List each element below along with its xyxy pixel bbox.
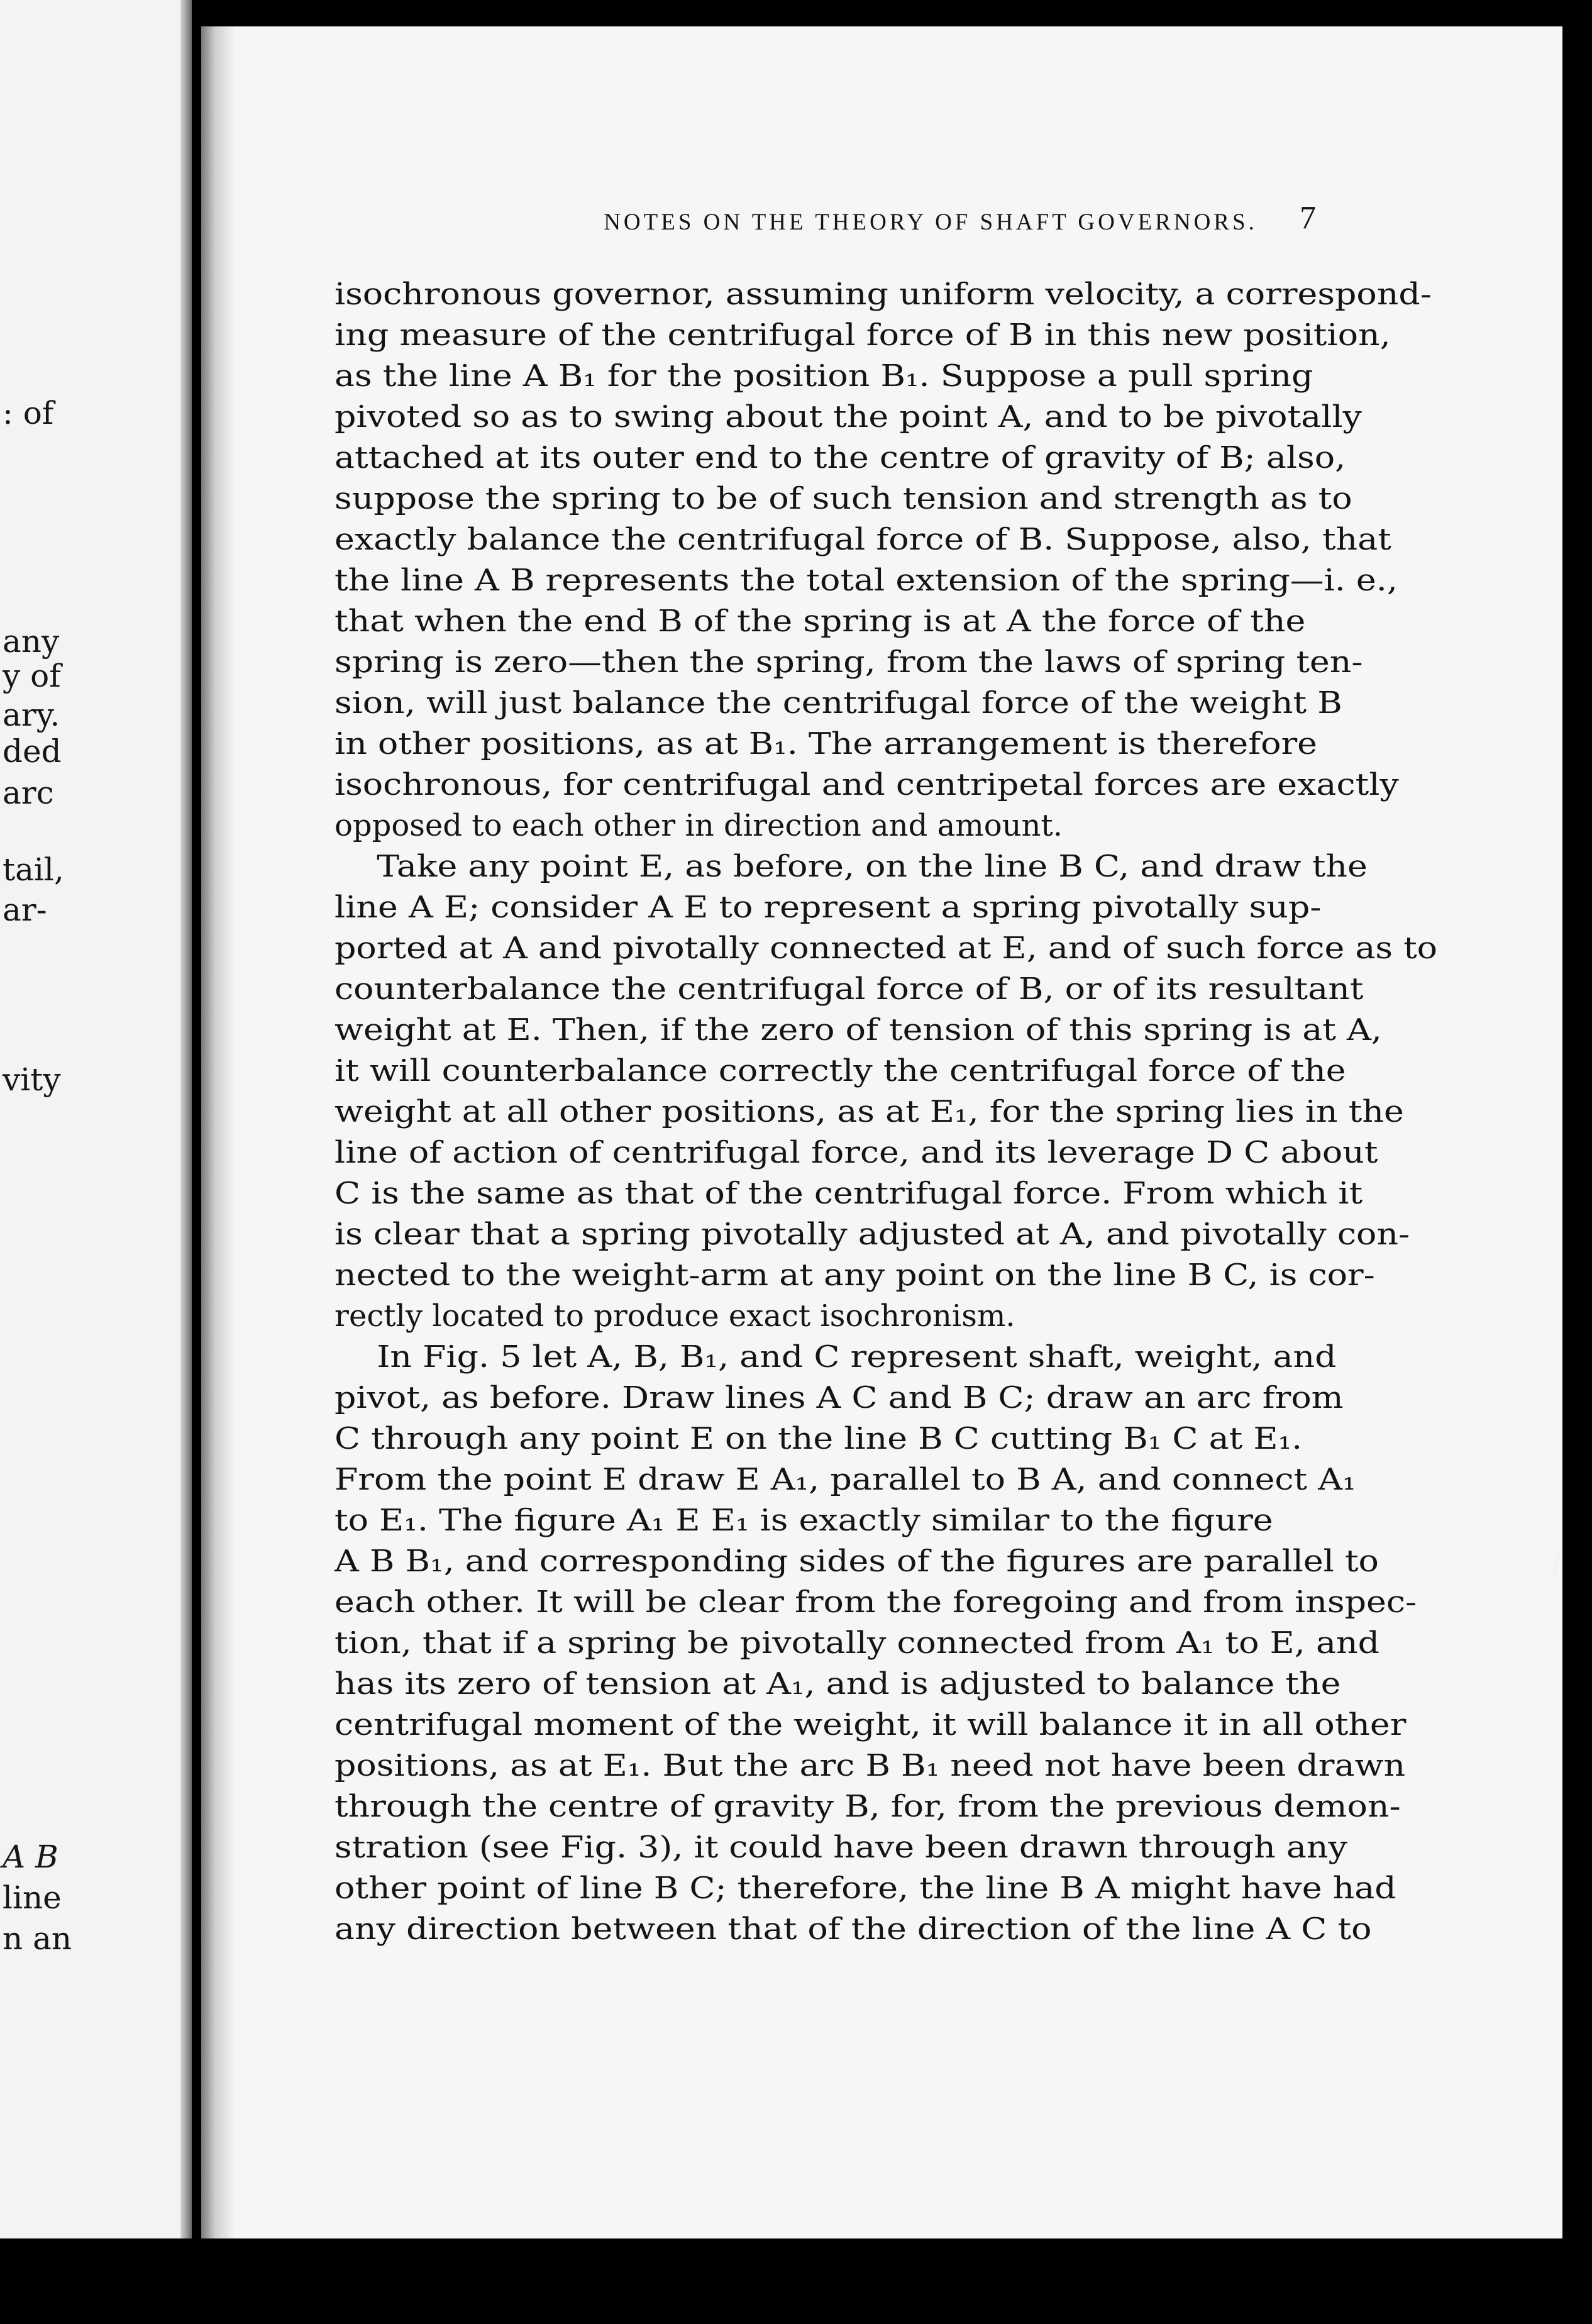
left-page-fragment: y of bbox=[3, 658, 61, 694]
text-line: Take any point E, as before, on the line B C, and draw the bbox=[377, 849, 1368, 884]
text-line: exactly balance the centrifugal force of B. Suppose, also, that bbox=[334, 522, 1391, 557]
text-line: in other positions, as at B₁. The arrangement is therefore bbox=[334, 726, 1317, 761]
text-line: stration (see Fig. 3), it could have been drawn through any bbox=[334, 1830, 1347, 1865]
scan-bottom-edge bbox=[0, 2238, 1592, 2324]
text-line: pivoted so as to swing about the point A, and to be pivotally bbox=[334, 399, 1362, 434]
text-line: C through any point E on the line B C cutting B₁ C at E₁. bbox=[334, 1421, 1303, 1456]
left-page-fragment: ary. bbox=[3, 697, 60, 733]
text-line: as the line A B₁ for the position B₁. Suppose a pull spring bbox=[334, 358, 1313, 394]
text-line: spring is zero—then the spring, from the laws of spring ten- bbox=[334, 645, 1363, 680]
text-line: ported at A and pivotally connected at E, and of such force as to bbox=[334, 931, 1438, 966]
text-line: the line A B represents the total extension of the spring—i. e., bbox=[334, 563, 1398, 598]
text-line: isochronous, for centrifugal and centripetal forces are exactly bbox=[334, 767, 1399, 802]
left-page-fragment: any bbox=[3, 623, 60, 660]
left-page-fragment: : of bbox=[3, 395, 54, 431]
text-line: any direction between that of the direction of the line A C to bbox=[334, 1912, 1372, 1947]
left-page-fragment: n an bbox=[3, 1920, 72, 1957]
text-line: counterbalance the centrifugal force of B, or of its resultant bbox=[334, 971, 1364, 1007]
text-line: From the point E draw E A₁, parallel to B A, and connect A₁ bbox=[334, 1462, 1356, 1497]
text-line: centrifugal moment of the weight, it will balance it in all other bbox=[334, 1707, 1407, 1742]
text-line: through the centre of gravity B, for, from the previous demon- bbox=[334, 1789, 1401, 1824]
text-line: suppose the spring to be of such tension and strength as to bbox=[334, 481, 1352, 516]
text-line: positions, as at E₁. But the arc B B₁ need not have been drawn bbox=[334, 1748, 1406, 1783]
left-page-fragment: A B bbox=[3, 1839, 58, 1875]
left-page-fragment: vity bbox=[3, 1061, 61, 1098]
gutter-shadow bbox=[201, 26, 236, 2240]
text-line: sion, will just balance the centrifugal force of the weight B bbox=[334, 685, 1342, 721]
text-line: has its zero of tension at A₁, and is adjusted to balance the bbox=[334, 1666, 1341, 1702]
text-line: opposed to each other in direction and amount. bbox=[334, 808, 1063, 843]
text-line: it will counterbalance correctly the centrifugal force of the bbox=[334, 1053, 1346, 1088]
text-line: line A E; consider A E to represent a spring pivotally sup- bbox=[334, 890, 1322, 925]
left-page-fragment: ded bbox=[3, 733, 62, 770]
text-line: isochronous governor, assuming uniform velocity, a correspond- bbox=[334, 277, 1432, 312]
text-line: In Fig. 5 let A, B, B₁, and C represent shaft, weight, and bbox=[377, 1339, 1337, 1375]
page-number: 7 bbox=[1300, 200, 1316, 236]
left-page-fragment: tail, bbox=[3, 851, 64, 888]
text-line: A B B₁, and corresponding sides of the figures are parallel to bbox=[334, 1544, 1379, 1579]
text-line: rectly located to produce exact isochronism. bbox=[334, 1298, 1015, 1334]
body-text bbox=[334, 274, 1529, 1950]
text-line: each other. It will be clear from the foregoing and from inspec- bbox=[334, 1585, 1417, 1620]
text-line: to E₁. The figure A₁ E E₁ is exactly similar to the figure bbox=[334, 1503, 1273, 1538]
right-page bbox=[201, 26, 1562, 2240]
left-page-fragment: arc bbox=[3, 775, 54, 811]
text-line: weight at E. Then, if the zero of tension of this spring is at A, bbox=[334, 1012, 1382, 1048]
text-line: pivot, as before. Draw lines A C and B C; draw an arc from bbox=[334, 1380, 1344, 1415]
left-page-fragment: ar- bbox=[3, 892, 47, 928]
text-line: that when the end B of the spring is at A the force of the bbox=[334, 604, 1306, 639]
text-line: tion, that if a spring be pivotally connected from A₁ to E, and bbox=[334, 1625, 1380, 1661]
text-line: nected to the weight-arm at any point on the line B C, is cor- bbox=[334, 1258, 1375, 1293]
text-line: line of action of centrifugal force, and its leverage D C about bbox=[334, 1135, 1378, 1170]
left-page bbox=[0, 0, 192, 2264]
text-line: is clear that a spring pivotally adjusted at A, and pivotally con- bbox=[334, 1217, 1410, 1252]
running-head: NOTES ON THE THEORY OF SHAFT GOVERNORS. bbox=[604, 209, 1258, 235]
text-line: attached at its outer end to the centre of gravity of B; also, bbox=[334, 440, 1346, 475]
text-line: C is the same as that of the centrifugal force. From which it bbox=[334, 1176, 1363, 1211]
left-page-edge bbox=[180, 0, 192, 2264]
text-line: ing measure of the centrifugal force of B in this new position, bbox=[334, 318, 1391, 353]
text-line: other point of line B C; therefore, the line B A might have had bbox=[334, 1871, 1396, 1906]
left-page-fragment: line bbox=[3, 1879, 62, 1916]
text-line: weight at all other positions, as at E₁, for the spring lies in the bbox=[334, 1094, 1404, 1129]
